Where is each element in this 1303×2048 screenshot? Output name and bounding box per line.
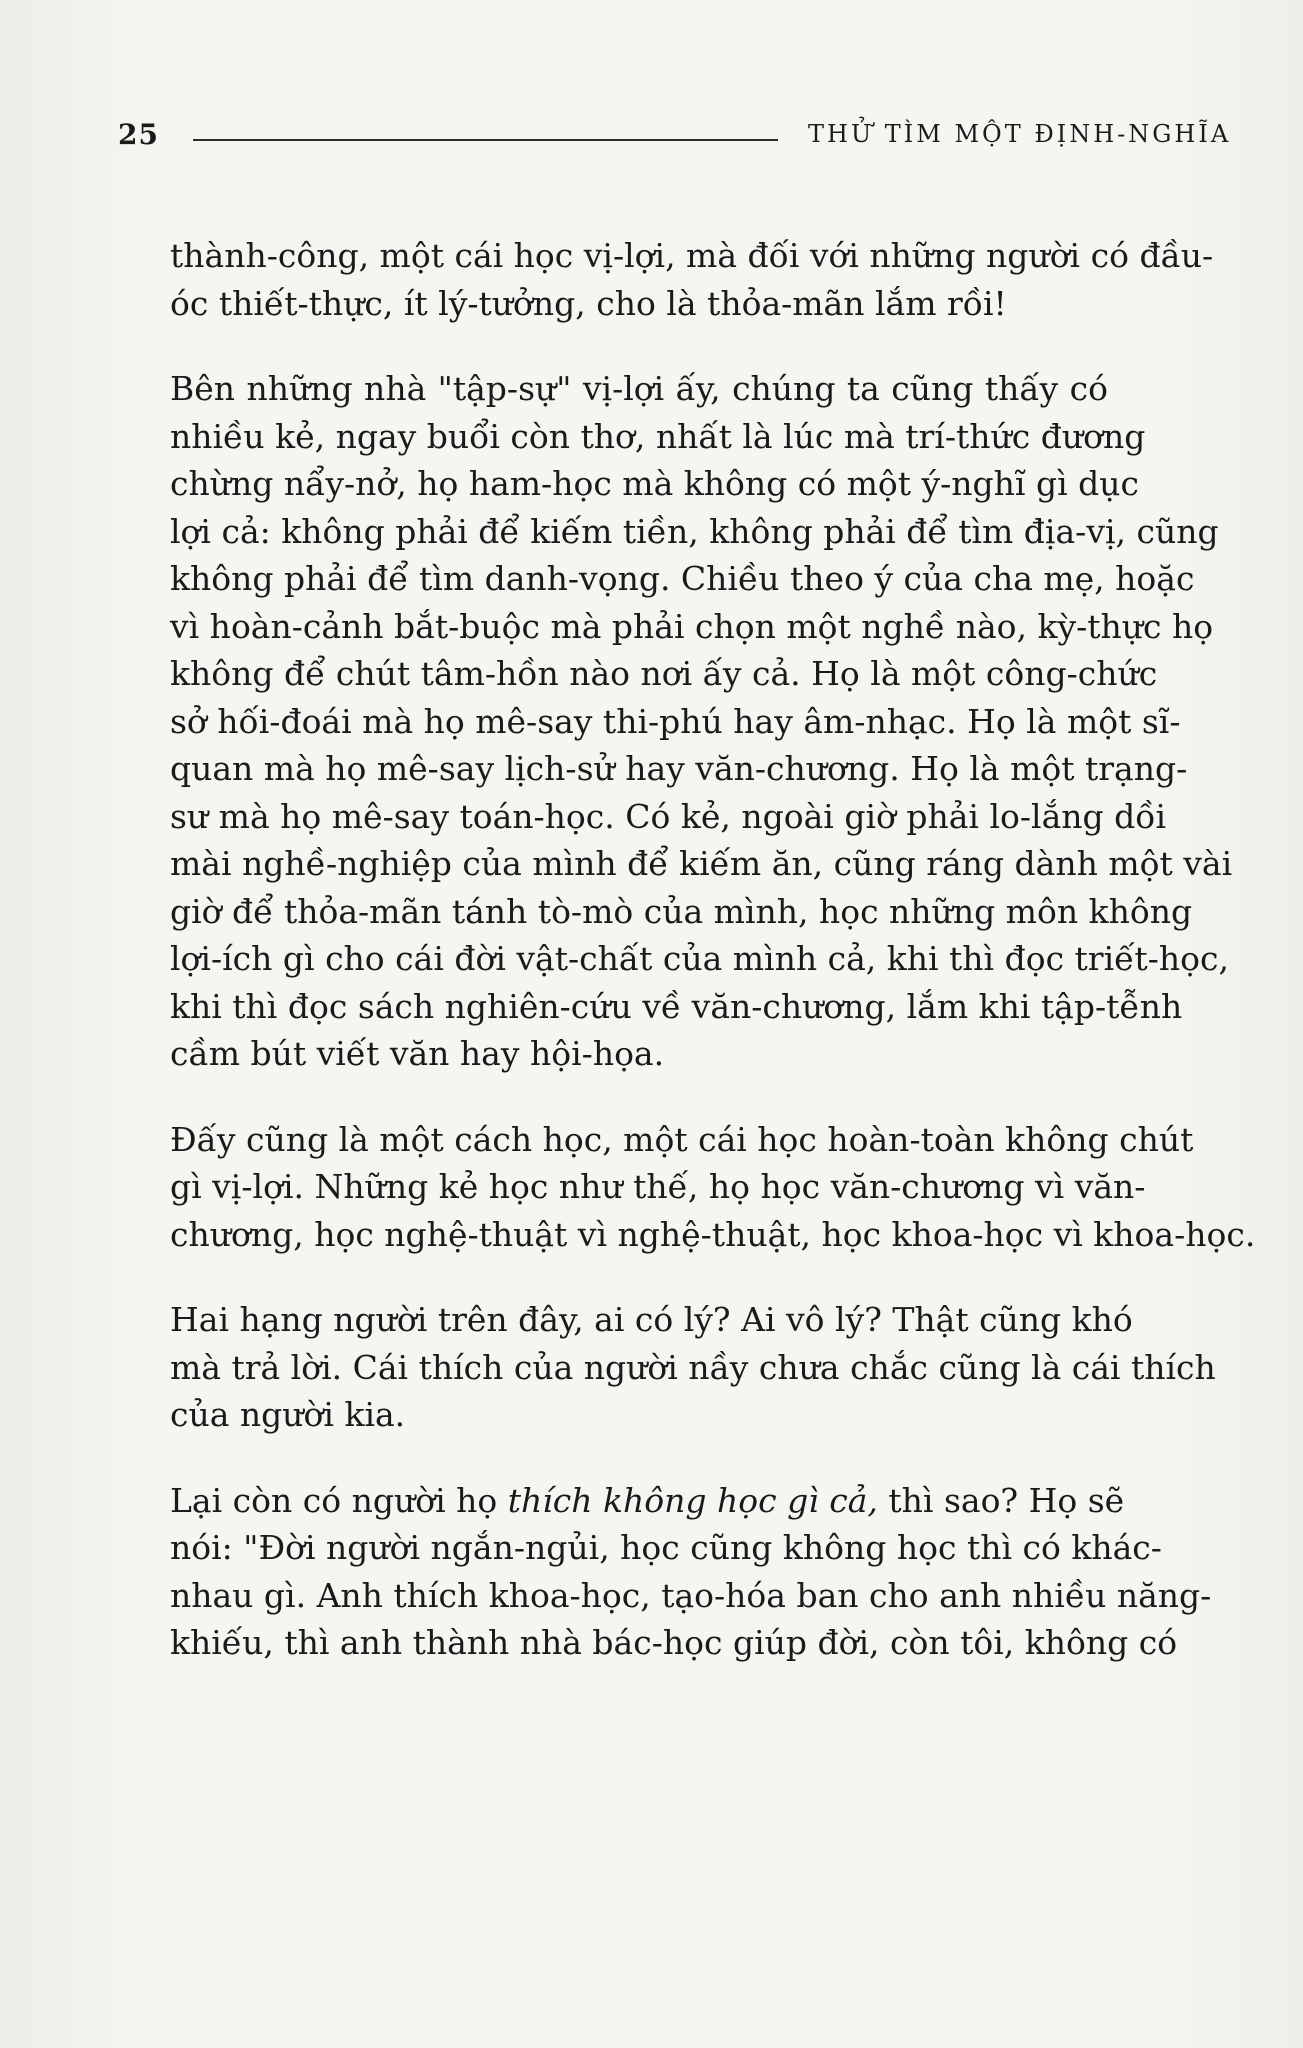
text-line: khiếu, thì anh thành nhà bác-học giúp đời, còn tôi, không có xyxy=(170,1623,1178,1662)
text-line: Hai hạng người trên đây, ai có lý? Ai vô lý? Thật cũng khó xyxy=(170,1300,1133,1339)
text-line: sở hối-đoái mà họ mê-say thi-phú hay âm-nhạc. Họ là một sĩ- xyxy=(170,701,1181,741)
text-run: thì sao? Họ sẽ xyxy=(877,1480,1125,1520)
text-line: Bên những nhà "tập-sự" vị-lợi ấy, chúng ta cũng thấy có xyxy=(170,369,1108,408)
text-run: Lại còn có người họ xyxy=(170,1480,508,1520)
header-rule xyxy=(193,139,778,141)
text-line: nhiều kẻ, ngay buổi còn thơ, nhất là lúc mà trí-thức đương xyxy=(170,416,1146,456)
text-line: chương, học nghệ-thuật vì nghệ-thuật, học khoa-học vì khoa-học. xyxy=(170,1214,1256,1254)
text-line xyxy=(170,1477,1125,1525)
paragraph-3 xyxy=(170,1116,1256,1259)
text-line: chừng nẩy-nở, họ ham-học mà không có một ý-nghĩ gì dục xyxy=(170,464,1139,503)
text-line: óc thiết-thực, ít lý-tưởng, cho là thỏa-mãn lắm rồi! xyxy=(170,283,1007,323)
text-line: vì hoàn-cảnh bắt-buộc mà phải chọn một nghề nào, kỳ-thực họ xyxy=(170,606,1214,646)
text-line: lợi cả: không phải để kiếm tiền, không phải để tìm địa-vị, cũng xyxy=(170,511,1219,551)
text-line: quan mà họ mê-say lịch-sử hay văn-chương. Họ là một trạng- xyxy=(170,749,1188,788)
italic-text-run: thích không học gì cả, xyxy=(507,1480,878,1520)
text-line: của người kia. xyxy=(170,1395,406,1434)
text-line: sư mà họ mê-say toán-học. Có kẻ, ngoài giờ phải lo-lắng dồi xyxy=(170,796,1166,836)
text-line: lợi-ích gì cho cái đời vật-chất của mình cả, khi thì đọc triết-học, xyxy=(170,939,1229,978)
paragraph-4 xyxy=(170,1296,1216,1439)
text-line: khi thì đọc sách nghiên-cứu về văn-chương, lắm khi tập-tễnh xyxy=(170,986,1183,1026)
text-line: Đấy cũng là một cách học, một cái học hoàn-toàn không chút xyxy=(170,1119,1194,1159)
paragraph-5 xyxy=(170,1477,1212,1667)
text-line: thành-công, một cái học vị-lợi, mà đối với những người có đầu- xyxy=(170,236,1214,275)
text-line: mài nghề-nghiệp của mình để kiếm ăn, cũng ráng dành một vài xyxy=(170,844,1233,883)
page-number: 25 xyxy=(118,118,159,151)
text-line: không để chút tâm-hồn nào nơi ấy cả. Họ là một công-chức xyxy=(170,654,1158,693)
text-line: không phải để tìm danh-vọng. Chiều theo ý của cha mẹ, hoặc xyxy=(170,559,1195,598)
text-line: mà trả lời. Cái thích của người nầy chưa chắc cũng là cái thích xyxy=(170,1347,1216,1387)
text-line: gì vị-lợi. Những kẻ học như thế, họ học văn-chương vì văn- xyxy=(170,1167,1146,1206)
paragraph-2 xyxy=(170,365,1233,1078)
text-line: nhau gì. Anh thích khoa-học, tạo-hóa ban cho anh nhiều năng- xyxy=(170,1575,1212,1615)
text-line: giờ để thỏa-mãn tánh tò-mò của mình, học những môn không xyxy=(170,891,1193,931)
text-line: cầm bút viết văn hay hội-họa. xyxy=(170,1034,665,1073)
running-header xyxy=(118,118,1232,158)
body-text xyxy=(170,232,1256,1667)
paragraph-1 xyxy=(170,232,1214,327)
chapter-title: THỬ TÌM MỘT ĐỊNH-NGHĨA xyxy=(808,120,1232,148)
text-line: nói: "Đời người ngắn-ngủi, học cũng không học thì có khác- xyxy=(170,1528,1162,1567)
